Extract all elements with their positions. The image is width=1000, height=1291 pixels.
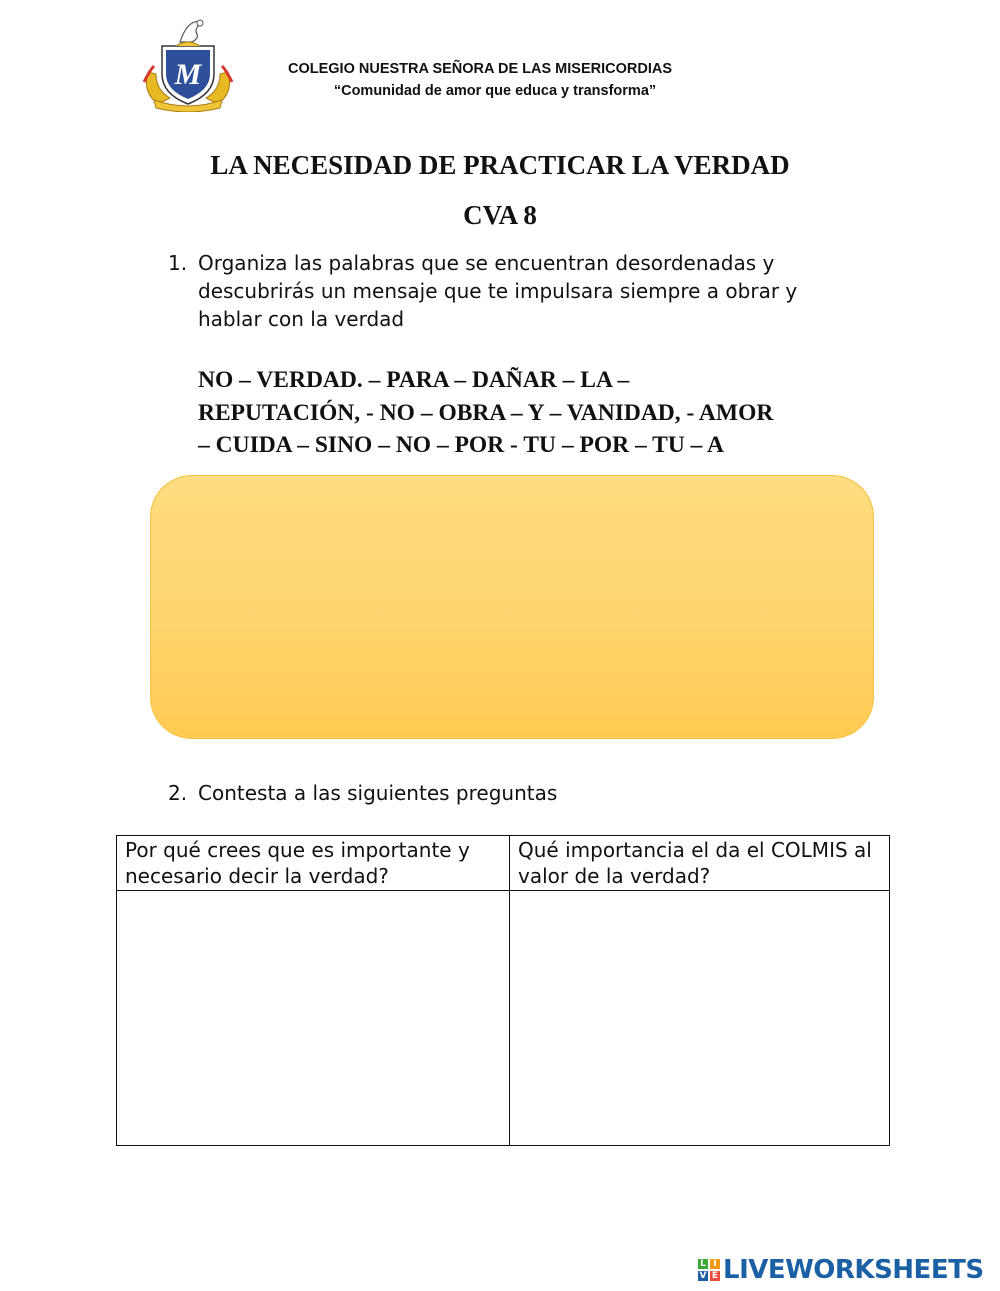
school-motto: “Comunidad de amor que educa y transforma”	[333, 83, 657, 99]
table-header-row	[117, 836, 890, 891]
question-1	[168, 249, 848, 333]
page-subtitle: CVA 8	[463, 200, 537, 230]
question-2-number: 2.	[168, 781, 188, 805]
answer-cell-importance[interactable]	[117, 891, 510, 1146]
school-name: COLEGIO NUESTRA SEÑORA DE LAS MISERICORDIAS	[287, 61, 672, 77]
question-2-text: Contesta a las siguientes preguntas	[198, 781, 558, 805]
logo-letter: M	[174, 58, 202, 91]
school-header	[200, 58, 760, 102]
logo-tile: I	[709, 1258, 721, 1270]
scrambled-words	[198, 364, 858, 462]
liveworksheets-logo-icon	[697, 1258, 721, 1282]
question-1-text: Organiza las palabras que se encuentran desordenadas y descubrirás un mensaje que te impulsara siempre a obrar y hablar con la verdad	[198, 251, 798, 331]
table-header-cell: Qué importancia el da el COLMIS al valor de la verdad?	[510, 836, 890, 891]
answer-cell-colmis[interactable]	[510, 891, 890, 1146]
question-2	[168, 779, 768, 807]
logo-tile: L	[697, 1258, 709, 1270]
liveworksheets-brand	[697, 1253, 984, 1287]
question-1-number: 1.	[168, 251, 188, 275]
logo-tile: E	[709, 1270, 721, 1282]
logo-tile: V	[697, 1270, 709, 1282]
scrambled-line: NO – VERDAD. – PARA – DAÑAR – LA –	[198, 367, 630, 393]
liveworksheets-wordmark: LIVEWORKSHEETS	[723, 1255, 984, 1285]
page-title: LA NECESIDAD DE PRACTICAR LA VERDAD	[210, 150, 790, 180]
table-answer-row	[117, 891, 890, 1146]
scrambled-line: – CUIDA – SINO – NO – POR - TU – POR – TU – A	[198, 432, 724, 458]
answer-text-box[interactable]	[150, 475, 874, 739]
questions-table	[116, 835, 890, 1146]
table-header-cell: Por qué crees que es importante y necesario decir la verdad?	[117, 836, 510, 891]
scrambled-line: REPUTACIÓN, - NO – OBRA – Y – VANIDAD, - AMOR	[198, 399, 774, 426]
